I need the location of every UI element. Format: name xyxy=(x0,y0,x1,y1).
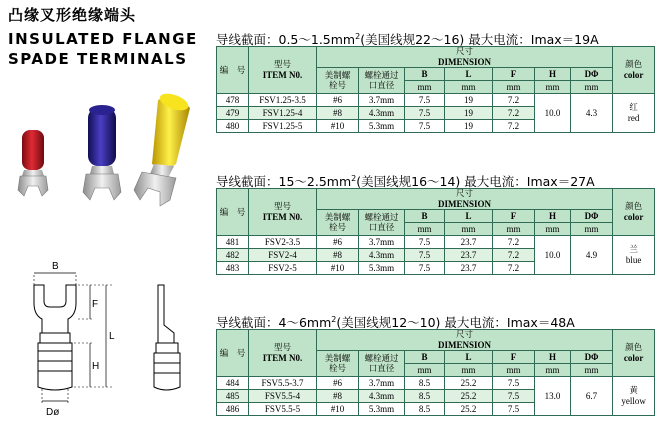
sleeve-outline xyxy=(38,343,72,390)
col-no-header: 编 号 xyxy=(217,47,249,94)
blue-terminal xyxy=(83,105,121,200)
section-1-heading: 导线截面：$0.5\sim 1.5mm^2$(美国线规22～16) 最大电流：Imax＝19A xyxy=(216,31,599,47)
section-2-heading: 导线截面：$15\sim 2.5mm^2$(美国线规16～14) 最大电流：Imax＝27A xyxy=(216,173,595,189)
col-item-header: 型号 ITEM N0. xyxy=(249,47,317,94)
spec-table-3: 编 号 型号 ITEM N0. 尺寸 DIMENSION 颜色 color 美制螺 栓号 螺栓通过 口直径 B L F H DΦ mm mm mm mm mm 484 FSV5.5-3.7 #6 3.7mm 8.5 25.2 7.5 13.0 6.7 黄 yellow 485 FSV5.5-4 #8 4.3mm 8.5 25.2 7.5 486 FSV5.5-5 #10 5.3mm 8.5 25.2 7.5 xyxy=(216,329,655,416)
table-row: 479 FSV1.25-4 #8 4.3mm 7.5 19 7.2 xyxy=(217,107,655,120)
table-row: 482 FSV2-4 #8 4.3mm 7.5 23.7 7.2 xyxy=(217,249,655,262)
dim-f-label: F xyxy=(92,299,99,310)
spec-table-1: 编 号 型号 ITEM N0. 尺寸 DIMENSION 颜色 color 美制螺 栓号 螺栓通过 口直径 B L F H DΦ mm mm mm mm mm 478 FSV1.25-3.5 #6 3.7mm 7.5 19 7.2 10.0 4.3 红 red 479 FSV1.25-4 #8 4.3mm 7.5 19 7.2 480 FSV1.25-5 #10 5.3mm 7.5 19 7.2 xyxy=(216,46,655,133)
yellow-terminal xyxy=(134,90,190,206)
terminals-photo xyxy=(8,78,208,228)
dimension-drawing xyxy=(8,255,208,435)
table-row: 486 FSV5.5-5 #10 5.3mm 8.5 25.2 7.5 xyxy=(217,403,655,416)
spade-outline xyxy=(34,285,76,333)
section-3-heading: 导线截面：$4\sim 6mm^2$(美国线规12～10) 最大电流：Imax＝48A xyxy=(216,314,575,330)
table-row: 478 FSV1.25-3.5 #6 3.7mm 7.5 19 7.2 10.0 4.3 红 red xyxy=(217,94,655,107)
title-english-line1: INSULATED FLANGE xyxy=(8,30,198,48)
red-terminal xyxy=(18,130,48,196)
dim-l-label: L xyxy=(109,331,115,342)
dim-d-label: Dø xyxy=(46,407,60,418)
col-color-header: 颜色 color xyxy=(613,47,655,94)
barrel-outline xyxy=(40,333,70,343)
spec-table-2: 编 号 型号 ITEM N0. 尺寸 DIMENSION 颜色 color 美制螺 栓号 螺栓通过 口直径 B L F H DΦ mm mm mm mm mm 481 FSV2-3.5 #6 3.7mm 7.5 23.7 7.2 10.0 4.9 兰 blue 482 FSV2-4 #8 4.3mm 7.5 23.7 7.2 483 FSV2-5 #10 5.3mm 7.5 23.7 7.2 xyxy=(216,188,655,275)
table-row: 484 FSV5.5-3.7 #6 3.7mm 8.5 25.2 7.5 13.0 6.7 黄 yellow xyxy=(217,377,655,390)
table-row: 481 FSV2-3.5 #6 3.7mm 7.5 23.7 7.2 10.0 4.9 兰 blue xyxy=(217,236,655,249)
dim-b-label: B xyxy=(52,261,59,272)
title-english-line2: SPADE TERMINALS xyxy=(8,50,188,68)
table-row: 485 FSV5.5-4 #8 4.3mm 8.5 25.2 7.5 xyxy=(217,390,655,403)
table-row: 483 FSV2-5 #10 5.3mm 7.5 23.7 7.2 xyxy=(217,262,655,275)
table-row: 480 FSV1.25-5 #10 5.3mm 7.5 19 7.2 xyxy=(217,120,655,133)
title-chinese: 凸缘叉形绝缘端头 xyxy=(8,6,137,24)
dim-h-label: H xyxy=(92,361,100,372)
side-view-outline xyxy=(154,285,180,390)
col-dimension-header: 尺寸 DIMENSION xyxy=(317,47,613,68)
